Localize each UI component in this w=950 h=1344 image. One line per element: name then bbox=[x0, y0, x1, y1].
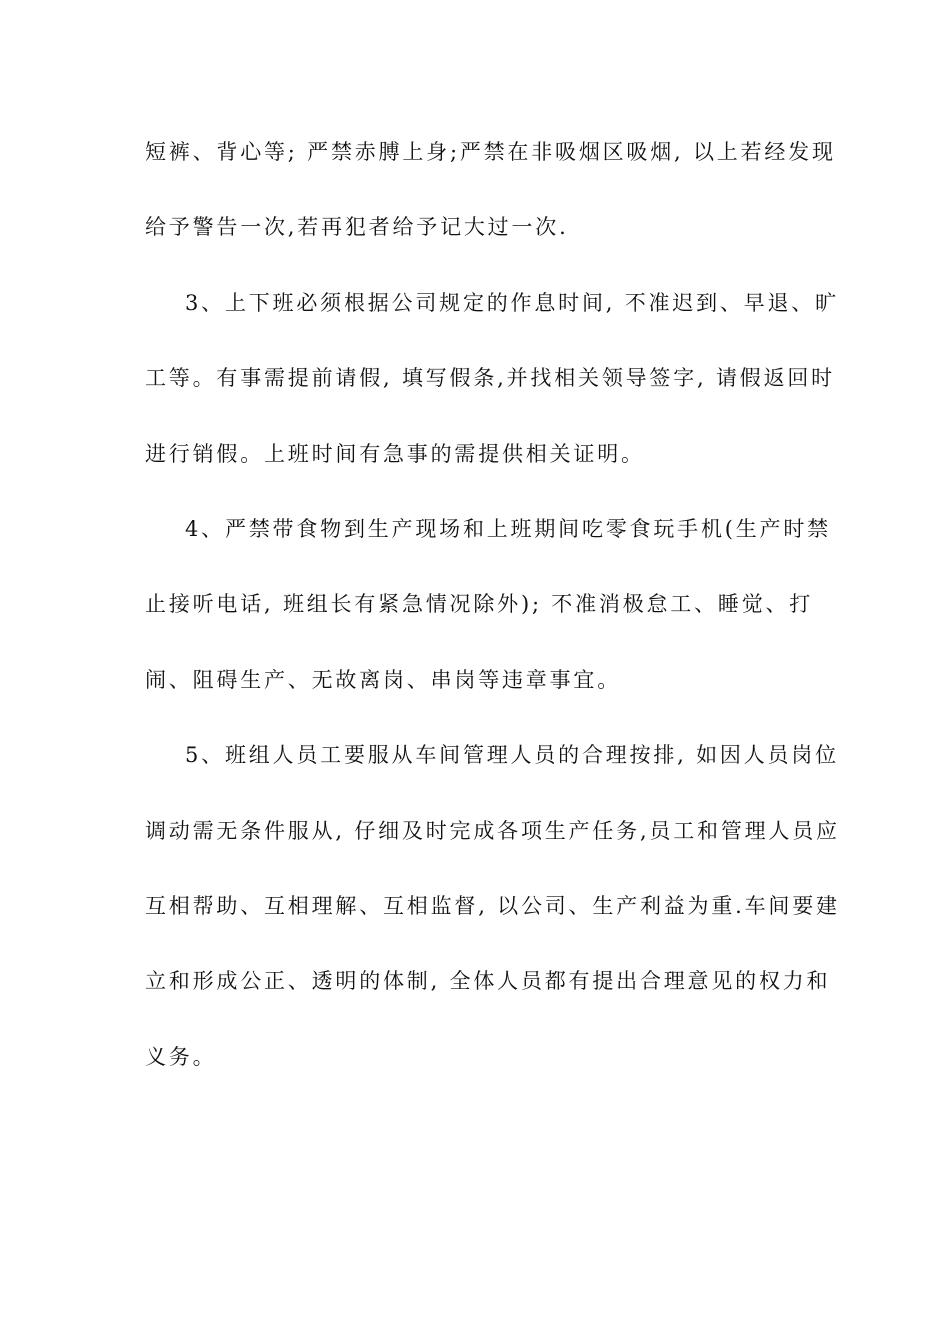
paragraph-3-start: 3、上下班必须根据公司规定的作息时间, 不准迟到、早退、旷 bbox=[185, 290, 839, 315]
document-body bbox=[145, 130, 840, 1110]
text-line: 止接听电话, 班组长有紧急情况除外); 不准消极怠工、睡觉、打 bbox=[145, 592, 814, 617]
text-line: 调动需无条件服从, 仔细及时完成各项生产任务,员工和管理人员应 bbox=[145, 818, 840, 843]
text-line: 闹、阻碍生产、无故离岗、串岗等违章事宜。 bbox=[145, 667, 621, 692]
text-line: 立和形成公正、透明的体制, 全体人员都有提出合理意见的权力和 bbox=[145, 969, 831, 994]
text-line: 给予警告一次,若再犯者给予记大过一次. bbox=[145, 215, 569, 240]
paragraph-4-start: 4、严禁带食物到生产现场和上班期间吃零食玩手机(生产时禁 bbox=[185, 516, 831, 541]
text-line: 工等。有事需提前请假, 填写假条,并找相关领导签字, 请假返回时 bbox=[145, 366, 835, 391]
paragraph-5-start: 5、班组人员工要服从车间管理人员的合理按排, 如因人员岗位 bbox=[185, 743, 839, 768]
text-line: 互相帮助、互相理解、互相监督, 以公司、生产利益为重.车间要建 bbox=[145, 893, 840, 918]
text-line: 义务。 bbox=[145, 1044, 217, 1069]
text-line: 短裤、背心等; 严禁赤膊上身;严禁在非吸烟区吸烟, 以上若经发现 bbox=[145, 140, 836, 164]
text-line: 进行销假。上班时间有急事的需提供相关证明。 bbox=[145, 441, 645, 466]
